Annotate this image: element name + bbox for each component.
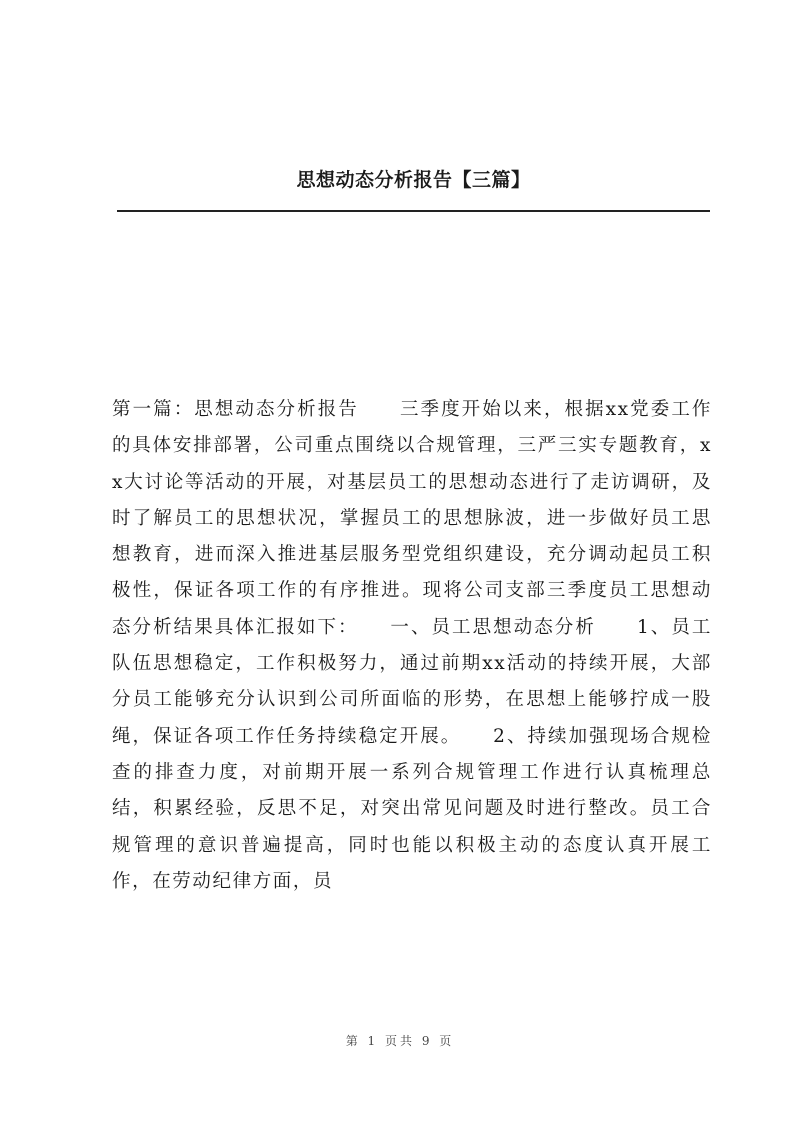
document-title: 思想动态分析报告【三篇】 (296, 169, 531, 191)
document-header (117, 160, 710, 216)
title-underline-divider (117, 210, 710, 212)
document-body-text: 第一篇：思想动态分析报告 三季度开始以来，根据xx党委工作的具体安排部署，公司重点围绕以合规管理，三严三实专题教育，xx大讨论等活动的开展，对基层员工的思想动态进行了走访调研，及时了解员工的思想状况，掌握员工的思想脉波，进一步做好员工思想教育，进而深入推进基层服务型党组织建设，充分调动起员工积极性，保证各项工作的有序推进。现将公司支部三季度员工思想动态分析结果具体汇报如下： 一、员工思想动态分析 1、员工队伍思想稳定，工作积极努力，通过前期xx活动的持续开展，大部分员工能够充分认识到公司所面临的形势，在思想上能够拧成一股绳，保证各项工作任务持续稳定开展。 2、持续加强现场合规检查的排查力度，对前期开展一系列合规管理工作进行认真梳理总结，积累经验，反思不足，对突出常见问题及时进行整改。员工合规管理的意识普遍提高，同时也能以积极主动的态度认真开展工作，在劳动纪律方面，员 (112, 399, 712, 892)
page-number-footer: 第 1 页共 9 页 (345, 1034, 455, 1048)
